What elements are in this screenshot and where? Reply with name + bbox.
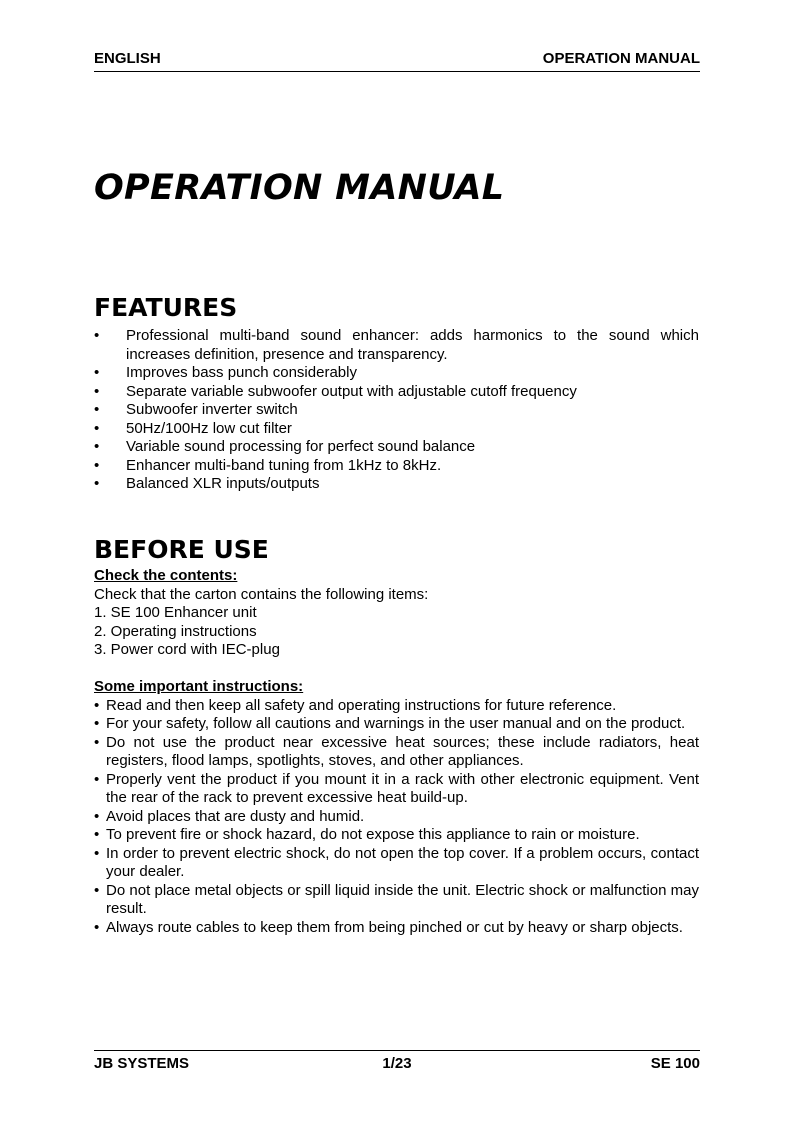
- bullet-icon: •: [94, 826, 100, 843]
- bullet-icon: •: [94, 456, 100, 474]
- contents-item: 1. SE 100 Enhancer unit: [94, 604, 257, 621]
- bullet-icon: •: [94, 770, 100, 788]
- list-item: [94, 734, 699, 771]
- list-item: [94, 457, 699, 476]
- bullet-icon: •: [94, 715, 100, 732]
- list-item: [94, 327, 699, 364]
- features-list: [94, 327, 699, 494]
- instruction-text: To prevent fire or shock hazard, do not expose this appliance to rain or moisture.: [106, 826, 640, 843]
- important-instructions-section: [94, 678, 699, 937]
- list-item: [94, 919, 699, 938]
- features-heading: FEATURES: [94, 293, 238, 322]
- instruction-text: Do not use the product near excessive heat sources; these include radiators, heat registers, flood lamps, spotlights, stoves, and other appliances.: [106, 733, 699, 769]
- instruction-text: Do not place metal objects or spill liquid inside the unit. Electric shock or malfunction may result.: [106, 881, 699, 917]
- bullet-icon: •: [94, 696, 100, 714]
- instruction-text: Always route cables to keep them from being pinched or cut by heavy or sharp objects.: [106, 918, 683, 936]
- list-item: [94, 438, 699, 457]
- instruction-text: In order to prevent electric shock, do not open the top cover. If a problem occurs, contact your dealer.: [106, 844, 699, 880]
- header-doc-type: OPERATION MANUAL: [542, 50, 700, 67]
- feature-text: Enhancer multi-band tuning from 1kHz to 8kHz.: [126, 456, 442, 474]
- list-item: [94, 882, 699, 919]
- page-footer: [94, 1050, 700, 1075]
- before-use-heading: BEFORE USE: [94, 535, 269, 564]
- contents-item: 2. Operating instructions: [94, 622, 257, 640]
- check-contents-intro: Check that the carton contains the following items:: [94, 585, 429, 603]
- instruction-text: Read and then keep all safety and operating instructions for future reference.: [106, 696, 617, 714]
- instruction-text: Properly vent the product if you mount it in a rack with other electronic equipment. Vent the rear of the rack to prevent excessive heat build-up.: [106, 770, 699, 806]
- check-contents-subheading: Check the contents:: [94, 567, 238, 584]
- bullet-icon: •: [94, 733, 100, 751]
- list-item: [94, 364, 699, 383]
- feature-text: Separate variable subwoofer output with adjustable cutoff frequency: [126, 382, 577, 400]
- footer-brand: JB SYSTEMS: [94, 1055, 190, 1072]
- instructions-list: [94, 697, 699, 938]
- list-item: [94, 475, 699, 494]
- bullet-icon: •: [94, 918, 100, 936]
- bullet-icon: •: [94, 364, 100, 381]
- feature-text: Balanced XLR inputs/outputs: [126, 475, 320, 492]
- bullet-icon: •: [94, 419, 100, 437]
- footer-model: SE 100: [650, 1055, 700, 1072]
- list-item: [94, 383, 699, 402]
- bullet-icon: •: [94, 401, 100, 418]
- list-item: [94, 401, 699, 420]
- bullet-icon: •: [94, 382, 100, 400]
- list-item: [94, 771, 699, 808]
- document-title: OPERATION MANUAL: [94, 168, 505, 208]
- bullet-icon: •: [94, 881, 100, 899]
- header-language: ENGLISH: [94, 50, 161, 67]
- bullet-icon: •: [94, 807, 100, 825]
- list-item: [94, 808, 699, 827]
- instruction-text: For your safety, follow all cautions and warnings in the user manual and on the product.: [106, 715, 686, 732]
- page-header: [94, 50, 700, 72]
- feature-text: Subwoofer inverter switch: [126, 401, 298, 418]
- footer-page-number: 1/23: [382, 1055, 412, 1072]
- bullet-icon: •: [94, 438, 100, 455]
- list-item: [94, 420, 699, 439]
- instruction-text: Avoid places that are dusty and humid.: [106, 807, 365, 825]
- list-item: [94, 697, 699, 716]
- list-item: [94, 826, 699, 845]
- bullet-icon: •: [94, 475, 100, 492]
- feature-text: Professional multi-band sound enhancer: adds harmonics to the sound which increases definition, presence and transparency.: [126, 327, 699, 363]
- instructions-subheading: Some important instructions:: [94, 678, 304, 695]
- contents-item: 3. Power cord with IEC-plug: [94, 641, 280, 658]
- feature-text: 50Hz/100Hz low cut filter: [126, 419, 292, 437]
- list-item: [94, 715, 699, 734]
- feature-text: Improves bass punch considerably: [126, 364, 357, 381]
- feature-text: Variable sound processing for perfect sound balance: [126, 438, 476, 455]
- list-item: [94, 845, 699, 882]
- bullet-icon: •: [94, 327, 100, 344]
- bullet-icon: •: [94, 844, 100, 862]
- check-contents-section: [94, 567, 699, 660]
